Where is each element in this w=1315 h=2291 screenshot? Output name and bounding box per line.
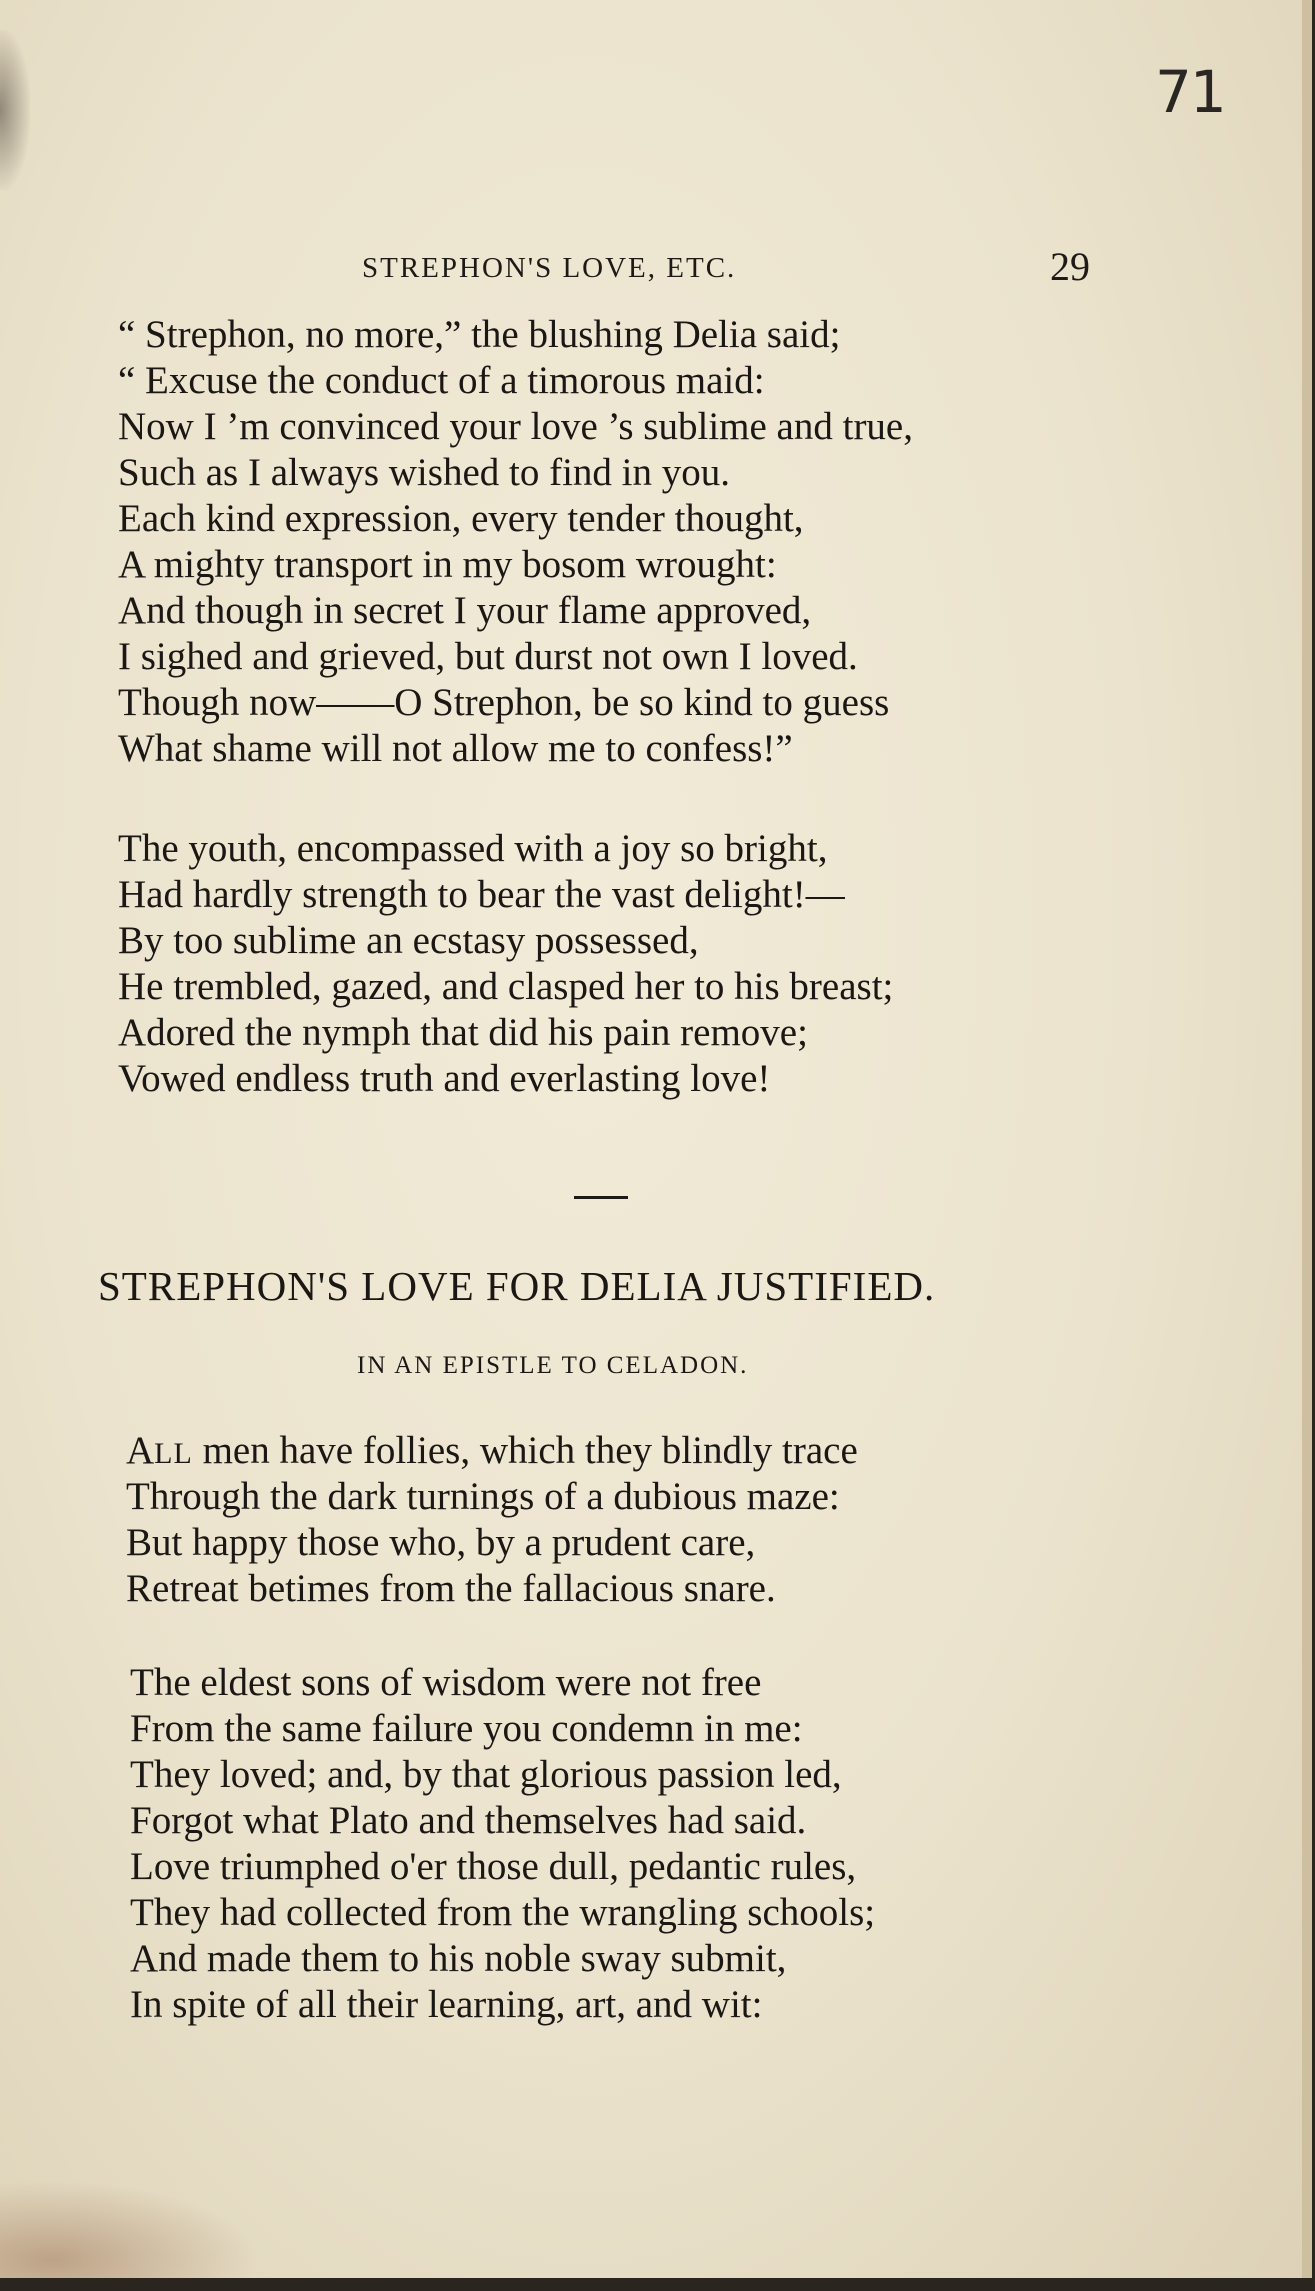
verse-line: They had collected from the wrangling schools; [130,1891,876,1934]
small-caps-letters: LL [154,1437,193,1470]
verse-line: Love triumphed o'er those dull, pedantic rules, [130,1845,857,1888]
verse-line: “ Excuse the conduct of a timorous maid: [118,359,765,402]
poem-title: STREPHON'S LOVE FOR DELIA JUSTIFIED. [98,1263,936,1309]
poem2-stanza-2 [130,1660,875,2028]
verse-line: What shame will not allow me to confess!” [118,727,793,770]
verse-line: He trembled, gazed, and clasped her to his breast; [118,965,894,1008]
page-number: 29 [1050,244,1090,289]
page-edge-shadow [0,30,30,190]
poem2-stanza-1 [126,1428,858,1612]
poem1-stanza-2 [118,826,893,1102]
verse-line: Through the dark turnings of a dubious maze: [126,1475,840,1518]
poem1-stanza-1 [118,312,913,772]
verse-line: And though in secret I your flame approved, [118,589,812,632]
verse-line: I sighed and grieved, but durst not own I loved. [118,635,858,678]
running-head: STREPHON'S LOVE, ETC. [362,252,737,284]
paper-stain [0,2180,260,2278]
verse-line: From the same failure you condemn in me: [130,1707,803,1750]
section-divider-rule [574,1196,628,1199]
verse-line: Retreat betimes from the fallacious snare. [126,1567,776,1610]
verse-line: A mighty transport in my bosom wrought: [118,543,777,586]
verse-line: They loved; and, by that glorious passion led, [130,1753,842,1796]
verse-line: The eldest sons of wisdom were not free [130,1661,762,1704]
verse-line: The youth, encompassed with a joy so bright, [118,827,828,870]
poem-subtitle: IN AN EPISTLE TO CELADON. [357,1352,749,1379]
verse-line: Adored the nymph that did his pain remove; [118,1011,808,1054]
verse-line: “ Strephon, no more,” the blushing Delia said; [118,313,841,356]
initial-letter: A [126,1429,155,1472]
verse-line: Vowed endless truth and everlasting love! [118,1057,771,1100]
verse-line: In spite of all their learning, art, and wit: [130,1983,763,2026]
verse-line: Forgot what Plato and themselves had said. [130,1799,807,1842]
verse-line: By too sublime an ecstasy possessed, [118,919,699,962]
verse-line: Each kind expression, every tender thought, [118,497,804,540]
handwritten-folio-number: 71 [1155,58,1225,126]
verse-line: Had hardly strength to bear the vast delight!— [118,873,845,916]
verse-line: And made them to his noble sway submit, [130,1937,787,1980]
verse-line: Now I ’m convinced your love ’s sublime and true, [118,405,913,448]
verse-line-first [126,1428,858,1474]
verse-line: Though now——O Strephon, be so kind to guess [118,681,890,724]
verse-line: Such as I always wished to find in you. [118,451,731,494]
verse-line-rest: men have follies, which they blindly trace [192,1429,858,1472]
verse-line: But happy those who, by a prudent care, [126,1521,756,1564]
